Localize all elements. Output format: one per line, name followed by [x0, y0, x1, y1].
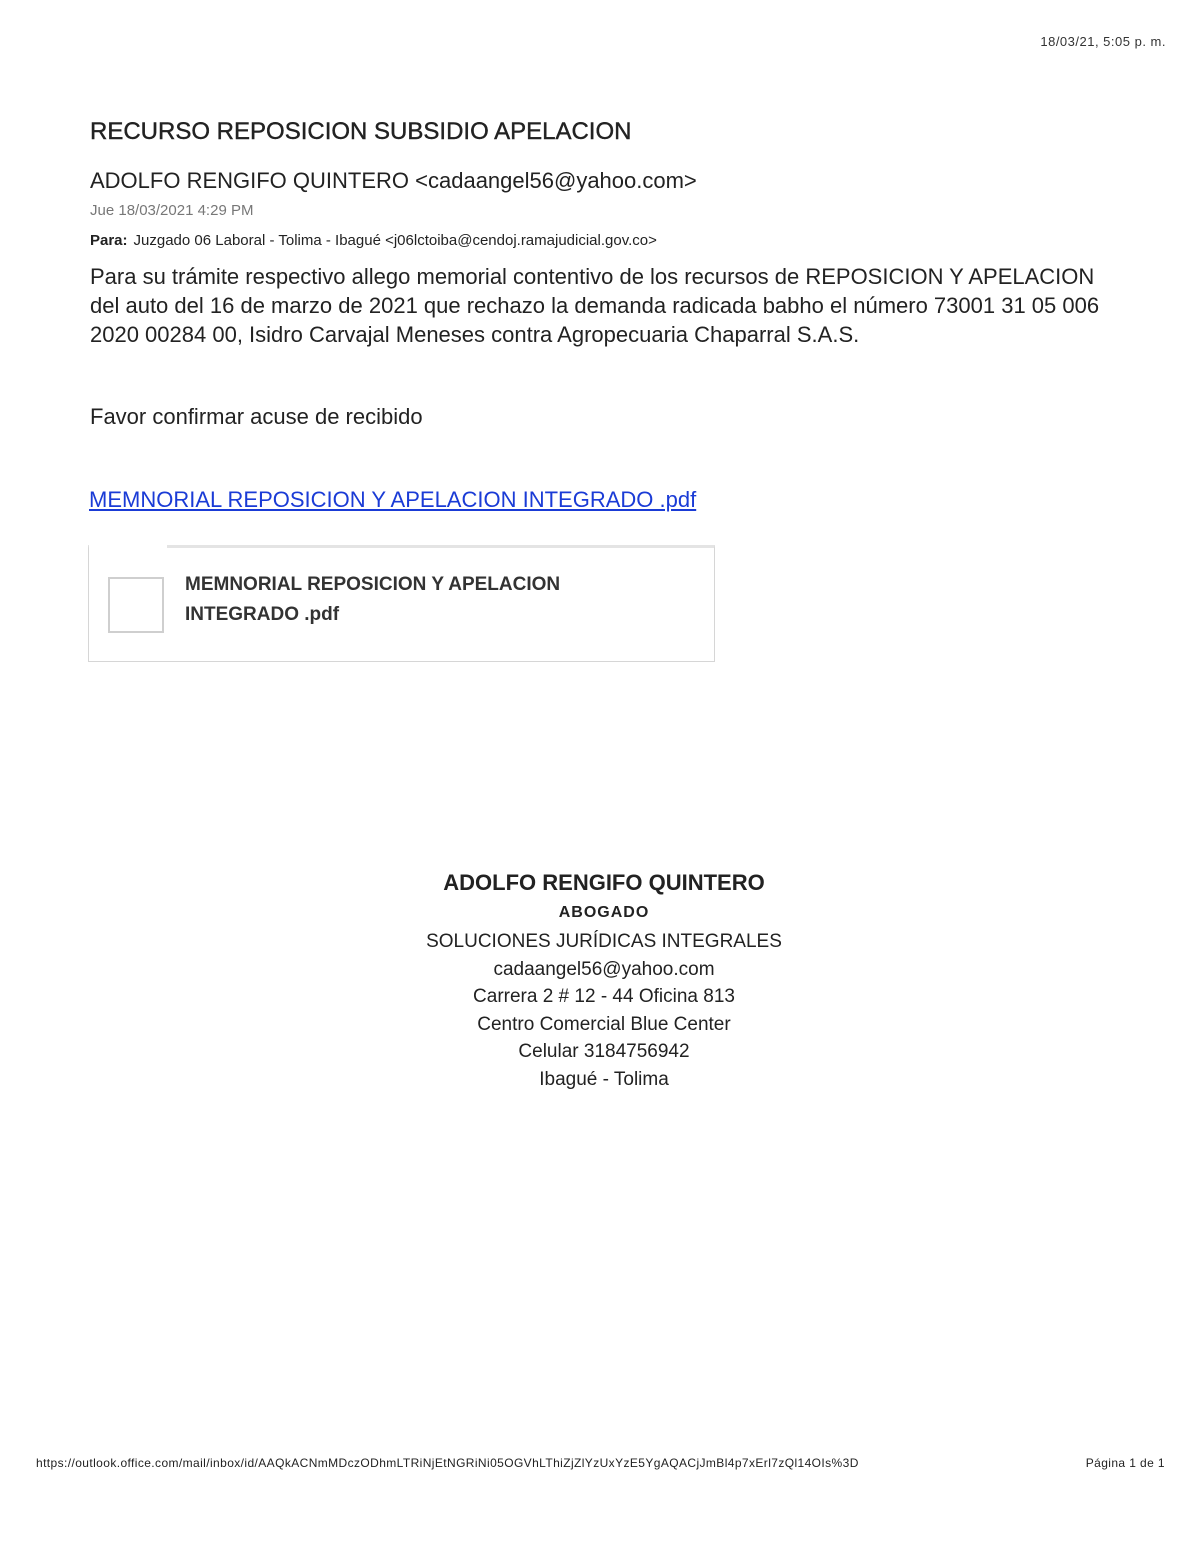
attachment-link[interactable]: MEMNORIAL REPOSICION Y APELACION INTEGRADO .pdf	[89, 487, 697, 512]
print-timestamp: 18/03/21, 5:05 p. m.	[1040, 34, 1166, 49]
signature-phone: Celular 3184756942	[518, 1041, 690, 1062]
signature-address: Carrera 2 # 12 - 44 Oficina 813	[473, 986, 735, 1007]
email-signature	[0, 868, 1200, 1093]
signature-email[interactable]: cadaangel56@yahoo.com	[493, 958, 715, 980]
email-body: Para su trámite respectivo allego memorial contentivo de los recursos de REPOSICION Y APELACION del auto del 16 de marzo de 2021 que rechazo la demanda radicada babho el número 73001 31 05 006 2020 00284 00, Isidro Carvajal Meneses contra Agropecuaria Chaparral S.A.S.	[90, 264, 1100, 347]
email-date: Jue 18/03/2021 4:29 PM	[90, 202, 254, 219]
to-label: Para:	[90, 232, 128, 249]
signature-company: SOLUCIONES JURÍDICAS INTEGRALES	[426, 931, 782, 952]
email-recipient	[90, 232, 657, 249]
email-closing: Favor confirmar acuse de recibido	[90, 404, 423, 429]
print-footer-url: https://outlook.office.com/mail/inbox/id/AAQkACNmMDczODhmLTRiNjEtNGRiNi05OGVhLThiZjZlYzUxYzE5YgAQACjJmBl4p7xErl7zQl14OIs%3D	[36, 1456, 859, 1470]
attachment-filename	[185, 570, 665, 630]
signature-name: ADOLFO RENGIFO QUINTERO	[443, 870, 765, 895]
file-icon	[108, 577, 164, 633]
attachment-filename-line2: INTEGRADO .pdf	[185, 604, 340, 625]
card-top-gap	[89, 545, 167, 548]
attachment-filename-line1: MEMNORIAL REPOSICION Y APELACION	[185, 574, 561, 595]
attachment-card[interactable]	[88, 545, 715, 662]
signature-building: Centro Comercial Blue Center	[477, 1013, 731, 1035]
email-sender[interactable]: ADOLFO RENGIFO QUINTERO <cadaangel56@yahoo.com>	[90, 168, 697, 193]
print-footer-page: Página 1 de 1	[1085, 1456, 1165, 1470]
email-subject: RECURSO REPOSICION SUBSIDIO APELACION	[90, 118, 632, 145]
signature-title: ABOGADO	[558, 904, 650, 921]
signature-city: Ibagué - Tolima	[539, 1068, 669, 1090]
to-value[interactable]: Juzgado 06 Laboral - Tolima - Ibagué <j06lctoiba@cendoj.ramajudicial.gov.co>	[133, 232, 657, 249]
